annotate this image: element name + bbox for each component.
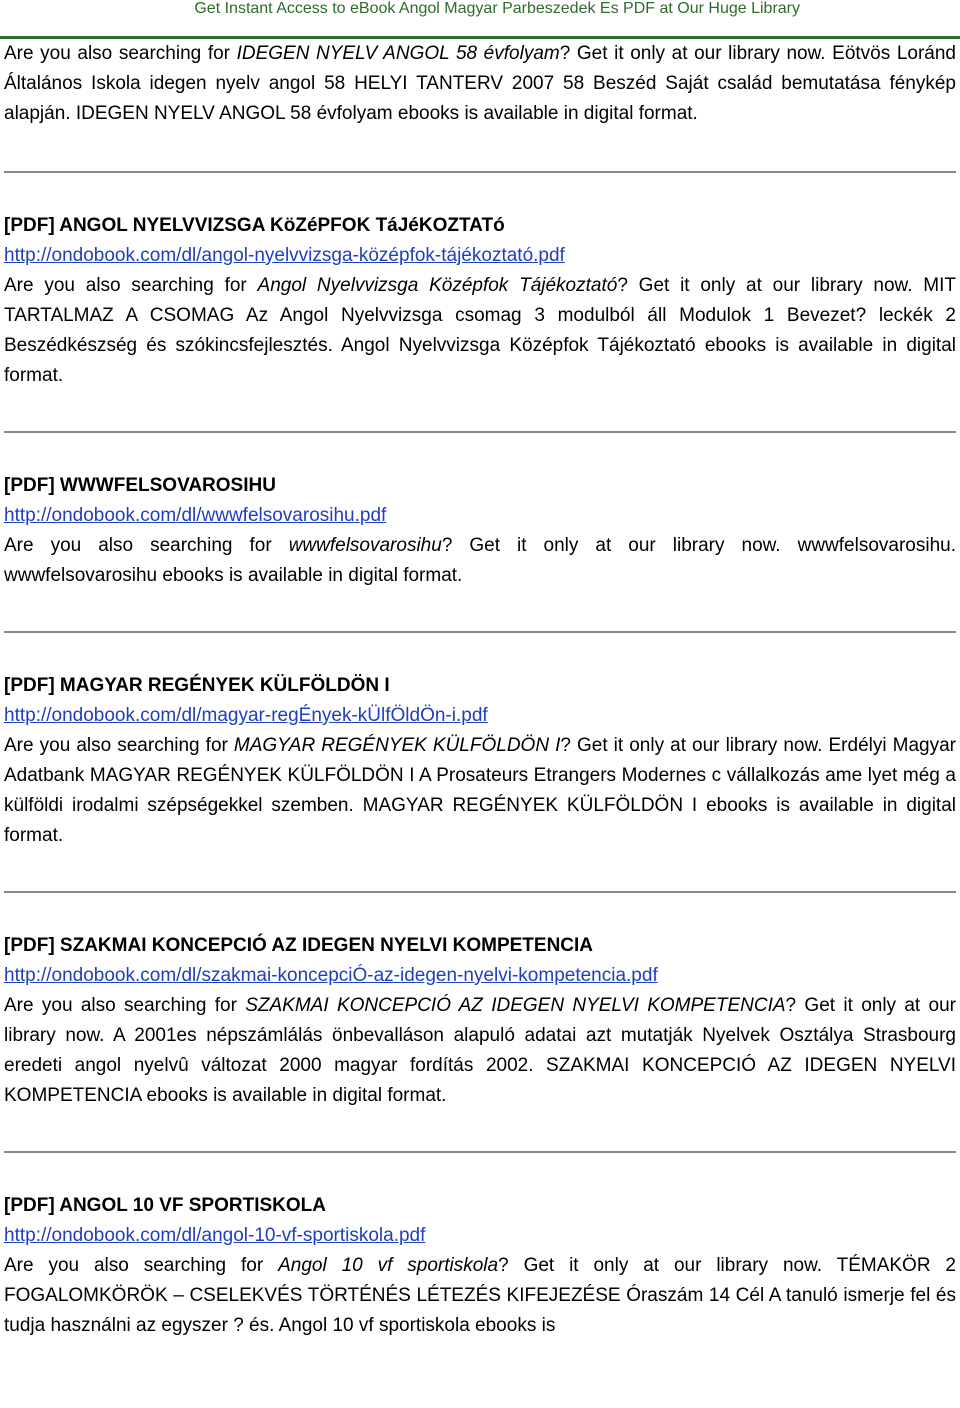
entry-title: [PDF] MAGYAR REGÉNYEK KÜLFÖLDÖN I: [4, 675, 390, 696]
entry-rest: ? Get it only at our library now. TÉMAKÖR 2 FOGALOMKÖRÖK – CSELEKVÉS TÖRTÉNÉS LÉTEZÉS KIFEJEZÉSE Óraszám 14 Cél A tanuló ismerje fel és tudja használni az egyszer ? és. Angol 10 vf sportiskola ebooks is: [4, 1255, 956, 1336]
entry-title: [PDF] WWWFELSOVAROSIHU: [4, 475, 276, 496]
entry-rest: ? Get it only at our library now. A 2001es népszámlálás önbevalláson alapuló adatai azt mutatják Nyelvek Osztálya Strasbourg eredeti angol nyelvû változat 2000 magyar fordítás 2002. SZAKMAI KONCEPCIÓ AZ IDEGEN NYELVI KOMPETENCIA ebooks is available in digital format.: [4, 995, 956, 1106]
entry-description: [4, 531, 956, 591]
header-library-link[interactable]: Get Instant Access to eBook Angol Magyar Parbeszedek Es PDF at Our Huge Library: [194, 0, 800, 17]
entry-1: [4, 211, 956, 391]
entry-rest: ? Get it only at our library now. wwwfelsovarosihu. wwwfelsovarosihu ebooks is available in digital format.: [4, 535, 956, 586]
entry-description: [4, 271, 956, 391]
entry-query: SZAKMAI KONCEPCIÓ AZ IDEGEN NYELVI KOMPETENCIA: [245, 995, 786, 1016]
entry-url[interactable]: http://ondobook.com/dl/magyar-regÉnyek-kÜlfÖldÖn-i.pdf: [4, 705, 488, 726]
document-body: [0, 39, 960, 1341]
entry-description: [4, 731, 956, 851]
entry-lead: Are you also searching for: [4, 275, 258, 296]
entry-url[interactable]: http://ondobook.com/dl/szakmai-koncepciÓ-az-idegen-nyelvi-kompetencia.pdf: [4, 965, 658, 986]
entry-2: [4, 471, 956, 591]
intro-query: IDEGEN NYELV ANGOL 58 évfolyam: [236, 43, 560, 64]
entry-rest: ? Get it only at our library now. MIT TARTALMAZ A CSOMAG Az Angol Nyelvvizsga csomag 3 modulból áll Modulok 1 Bevezet? leckék 2 Beszédkészség és szókincsfejlesztés. Angol Nyelvvizsga Középfok Tájékoztató ebooks is available in digital format.: [4, 275, 956, 386]
header-bar: [0, 0, 960, 39]
separator: [4, 431, 956, 433]
entry-query: Angol Nyelvvizsga Középfok Tájékoztató: [257, 275, 618, 296]
entry-4: [4, 931, 956, 1111]
entry-lead: Are you also searching for: [4, 535, 289, 556]
intro-rest: ? Get it only at our library now. Eötvös Loránd Általános Iskola idegen nyelv angol 58 HELYI TANTERV 2007 58 Beszéd Saját család bemutatása fénykép alapján. IDEGEN NYELV ANGOL 58 évfolyam ebooks is available in digital format.: [4, 43, 956, 124]
entry-5: [4, 1191, 956, 1341]
separator: [4, 631, 956, 633]
entry-query: Angol 10 vf sportiskola: [278, 1255, 499, 1276]
separator: [4, 891, 956, 893]
entry-description: [4, 991, 956, 1111]
entry-query: MAGYAR REGÉNYEK KÜLFÖLDÖN I: [233, 735, 561, 756]
entry-lead: Are you also searching for: [4, 1255, 279, 1276]
entry-title: [PDF] ANGOL 10 VF SPORTISKOLA: [4, 1195, 326, 1216]
entry-title: [PDF] SZAKMAI KONCEPCIÓ AZ IDEGEN NYELVI KOMPETENCIA: [4, 935, 594, 956]
entry-lead: Are you also searching for: [4, 735, 234, 756]
intro-lead: Are you also searching for: [4, 43, 237, 64]
entry-query: wwwfelsovarosihu: [288, 535, 442, 556]
separator: [4, 1151, 956, 1153]
entry-lead: Are you also searching for: [4, 995, 246, 1016]
separator: [4, 171, 956, 173]
intro-paragraph: [4, 39, 956, 129]
entry-url[interactable]: http://ondobook.com/dl/wwwfelsovarosihu.pdf: [4, 505, 387, 526]
entry-rest: ? Get it only at our library now. Erdélyi Magyar Adatbank MAGYAR REGÉNYEK KÜLFÖLDÖN I A Prosateurs Etrangers Modernes c vállalkozás ame lyet még a külföldi irodalmi szépségekkel szemben. MAGYAR REGÉNYEK KÜLFÖLDÖN I ebooks is available in digital format.: [4, 735, 956, 846]
entry-3: [4, 671, 956, 851]
entry-url[interactable]: http://ondobook.com/dl/angol-10-vf-sportiskola.pdf: [4, 1225, 426, 1246]
entry-description: [4, 1251, 956, 1341]
entry-title: [PDF] ANGOL NYELVVIZSGA KöZéPFOK TáJéKOZTATó: [4, 215, 505, 236]
entry-url[interactable]: http://ondobook.com/dl/angol-nyelvvizsga-középfok-tájékoztató.pdf: [4, 245, 565, 266]
